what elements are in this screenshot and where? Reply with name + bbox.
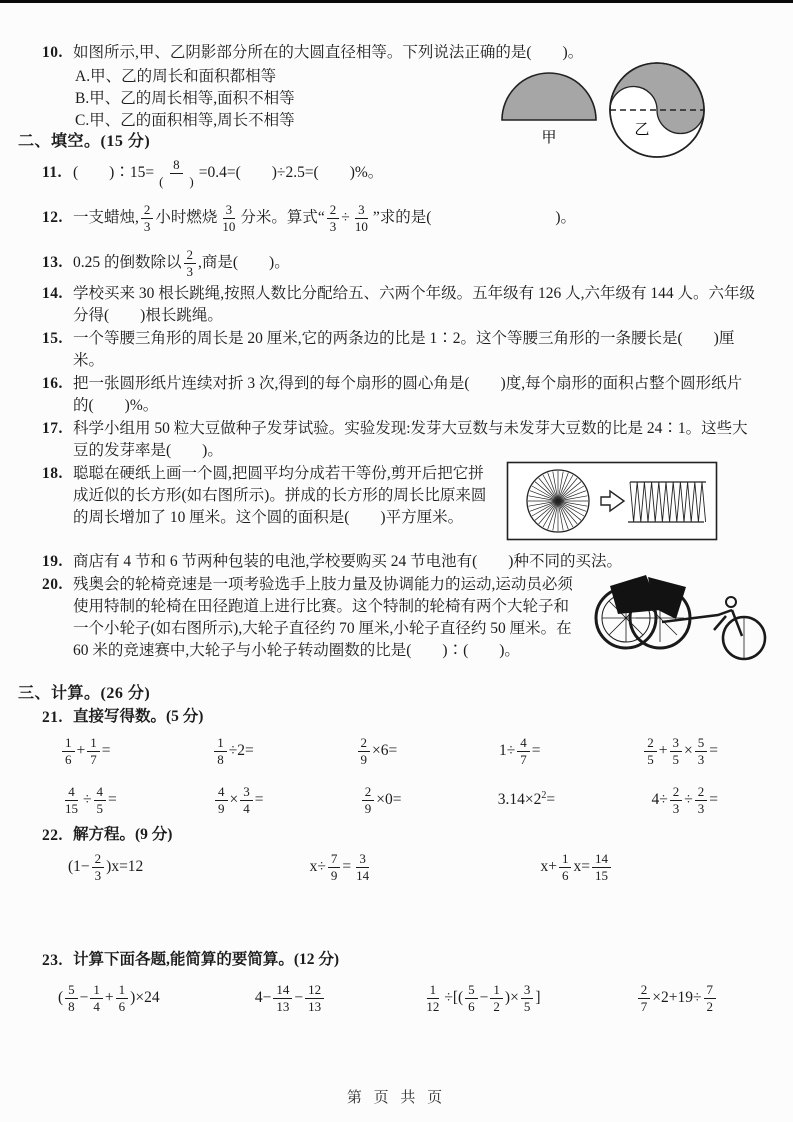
question-number: 21. — [42, 709, 63, 726]
expression: 1÷ $\frac{4}{7}$ = — [498, 734, 541, 767]
section-heading-calc: 三、计算。(26 分) — [18, 685, 151, 702]
expression: $\frac{4}{15}$ ÷ $\frac{4}{5}$ = — [65, 783, 117, 816]
question-text: ( )∶15= $\frac{8}{( )}$ =0.4=( )÷2.5=( )%。 — [73, 156, 384, 189]
expression: $3.14\times 2^2=$ — [497, 790, 556, 809]
question-number: 16. — [42, 375, 63, 392]
q21-row1 — [60, 730, 718, 772]
question-text: 一个等腰三角形的周长是 20 厘米,它的两条边的比是 1∶2。这个等腰三角形的一条腰长是( )厘米。 — [73, 330, 735, 369]
expression: $\frac{2}{9}$ ×6= — [356, 736, 398, 767]
expression: $\frac{2}{5}$ + $\frac{3}{5}$ × $\frac{5}{3}$ = — [642, 736, 718, 767]
question-13 — [42, 242, 762, 284]
q21-row2 — [60, 779, 718, 821]
question-14 — [42, 283, 757, 327]
wheelchair-svg — [594, 572, 774, 664]
question-16 — [42, 373, 757, 417]
label-jia: 甲 — [541, 130, 557, 146]
question-number: 20. — [42, 576, 63, 593]
expression: 4÷ $\frac{2}{3}$ ÷ $\frac{2}{3}$ = — [651, 783, 718, 816]
equation: x÷ $\frac{7}{9}$ = $\frac{3}{14}$ — [309, 850, 370, 883]
option-c: C.甲、乙的面积相等,周长不相等 — [75, 112, 295, 129]
question-number: 15. — [42, 330, 63, 347]
question-number: 22. — [42, 827, 63, 844]
expression: 4− $\frac{14}{13}$ − $\frac{12}{13}$ — [255, 983, 326, 1014]
question-text: 0.25 的倒数除以 $\frac{2}{3}$ ,商是( )。 — [73, 246, 290, 279]
question-number: 11. — [42, 164, 63, 181]
expression: $\frac{1}{12}$ ÷[( $\frac{5}{6}$ − $\frac{1}{2}$ )× $\frac{3}{5}$ ] — [426, 981, 541, 1014]
expression: $\frac{2}{7}$ ×2+19÷ $\frac{7}{2}$ — [636, 983, 718, 1014]
question-text: 学校买来 30 根长跳绳,按照人数比分配给五、六两个年级。五年级有 126 人,六年级有 144 人。六年级分得( )根长跳绳。 — [73, 285, 756, 324]
equation: (1− $\frac{2}{3}$ )x=12 — [68, 850, 144, 883]
question-number: 12. — [42, 209, 63, 226]
question-number: 18. — [42, 465, 63, 482]
option-a: A.甲、乙的周长和面积都相等 — [75, 68, 277, 85]
question-17 — [42, 418, 757, 462]
question-label: 直接写得数。(5 分) — [73, 708, 204, 725]
expression: $\frac{2}{9}$ ×0= — [360, 785, 402, 816]
question-text: 把一张圆形纸片连续对折 3 次,得到的每个扇形的圆心角是( )度,每个扇形的面积占整个圆形纸片的( )%。 — [73, 375, 743, 414]
option-b: B.甲、乙的周长相等,面积不相等 — [75, 90, 295, 107]
question-number: 10. — [42, 44, 63, 61]
question-21-label-row — [42, 707, 203, 729]
expression: $\frac{4}{9}$ × $\frac{3}{4}$ = — [213, 785, 264, 816]
question-18 — [42, 463, 497, 529]
question-19 — [42, 551, 762, 573]
q23-expressions — [58, 975, 718, 1021]
question-text: 科学小组用 50 粒大豆做种子发芽试验。实验发现:发芽大豆数与未发芽大豆数的比是 24∶1。这些大豆的发芽率是( )。 — [73, 420, 748, 459]
question-label: 解方程。(9 分) — [73, 826, 173, 843]
jia-yi-figure-svg — [492, 58, 717, 163]
question-text: 商店有 4 节和 6 节两种包装的电池,学校要购买 24 节电池有( )种不同的买法。 — [73, 553, 622, 570]
expression: ( $\frac{5}{8}$ − $\frac{1}{4}$ + $\frac{1}{6}$ )×24 — [58, 981, 160, 1014]
question-label: 计算下面各题,能简算的要简算。(12 分) — [73, 951, 340, 968]
question-number: 23. — [42, 952, 63, 969]
page-footer: 第 页 共 页 — [346, 1090, 447, 1106]
label-yi: 乙 — [634, 122, 650, 138]
expression: $\frac{1}{6}$ + $\frac{1}{7}$ = — [60, 736, 111, 767]
section-heading-fill: 二、填空。(15 分) — [18, 133, 151, 150]
question-text: 一支蜡烛, $\frac{2}{3}$ 小时燃烧 $\frac{3}{10}$ 分米。算式“ $\frac{2}{3}$ ÷ $\frac{3}{10}$ ”求的是( )。 — [73, 201, 577, 234]
scan-edge-bar — [0, 0, 793, 3]
equation: x+ $\frac{1}{6}$ x= $\frac{14}{15}$ — [540, 852, 613, 883]
jia-yi-figure — [492, 58, 717, 163]
hand-crank — [726, 597, 736, 607]
question-15 — [42, 328, 757, 372]
question-number: 19. — [42, 553, 63, 570]
circle-to-rectangle-svg — [506, 461, 718, 541]
wheelchair-figure — [594, 572, 774, 664]
question-23-label-row — [42, 950, 339, 972]
question-11 — [42, 152, 762, 194]
question-20 — [42, 574, 587, 662]
question-22-label-row — [42, 825, 172, 847]
question-text: 残奥会的轮椅竞速是一项考验选手上肢力量及协调能力的运动,运动员必须使用特制的轮椅在田径跑道上进行比赛。这个特制的轮椅有两个大轮子和一个小轮子(如右图所示),大轮子直径约 70 厘米,小轮子直径约 50 厘米。在 60 米的竞速赛中,大轮子与小轮子转动圈数的比是( )∶( )。 — [73, 576, 576, 659]
question-number: 17. — [42, 420, 63, 437]
q22-equations — [68, 846, 613, 888]
question-number: 13. — [42, 254, 63, 271]
semicircle-jia-shape — [502, 73, 596, 120]
question-12 — [42, 197, 762, 239]
question-number: 14. — [42, 285, 63, 302]
expression: $\frac{1}{8}$ ÷2= — [212, 736, 254, 767]
question-text: 如图所示,甲、乙阴影部分所在的大圆直径相等。下列说法正确的是( )。 — [73, 44, 584, 61]
seat-shape-2 — [648, 577, 686, 619]
question-text: 聪聪在硬纸上画一个圆,把圆平均分成若干等份,剪开后把它拼成近似的长方形(如右图所示)。拼成的长方形的周长比原来圆的周长增加了 10 厘米。这个圆的面积是( )平方厘米。 — [73, 465, 487, 526]
circle-to-rectangle-figure — [506, 461, 718, 541]
